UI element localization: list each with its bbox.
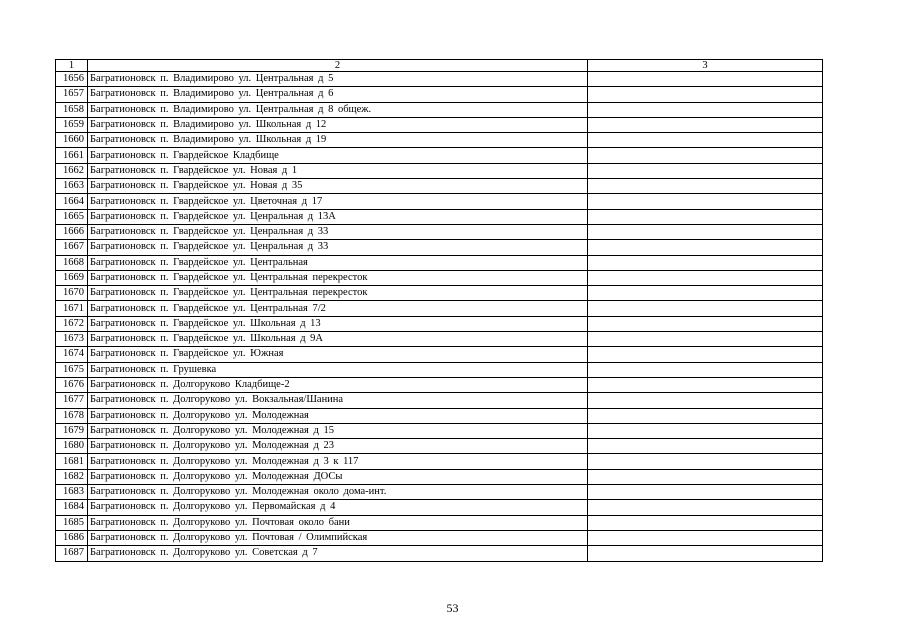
- table-row: [56, 270, 823, 285]
- address-cell: Багратионовск п. Владимирово ул. Центральная д 5: [88, 72, 588, 87]
- address-cell: Багратионовск п. Гвардейское ул. Южная: [88, 347, 588, 362]
- address-cell: Багратионовск п. Гвардейское Кладбище: [88, 148, 588, 163]
- table-row: [56, 301, 823, 316]
- table-row: [56, 408, 823, 423]
- row-number-cell: 1684: [56, 500, 88, 515]
- column-3-cell: [588, 515, 823, 530]
- column-3-cell: [588, 469, 823, 484]
- address-cell: Багратионовск п. Долгоруково ул. Молодежная д 15: [88, 423, 588, 438]
- table-body: [56, 72, 823, 562]
- address-cell: Багратионовск п. Долгоруково ул. Молодежная ДОСы: [88, 469, 588, 484]
- table-row: [56, 332, 823, 347]
- table-row: [56, 439, 823, 454]
- address-cell: Багратионовск п. Долгоруково ул. Молодежная: [88, 408, 588, 423]
- table-header: [56, 60, 823, 72]
- column-3-cell: [588, 72, 823, 87]
- column-3-cell: [588, 270, 823, 285]
- row-number-cell: 1662: [56, 163, 88, 178]
- row-number-cell: 1685: [56, 515, 88, 530]
- row-number-cell: 1673: [56, 332, 88, 347]
- column-3-cell: [588, 87, 823, 102]
- table-row: [56, 133, 823, 148]
- row-number-cell: 1687: [56, 546, 88, 561]
- table-row: [56, 454, 823, 469]
- column-3-cell: [588, 377, 823, 392]
- table-row: [56, 347, 823, 362]
- column-3-cell: [588, 301, 823, 316]
- address-cell: Багратионовск п. Долгоруково ул. Молодежная д 3 к 117: [88, 454, 588, 469]
- address-cell: Багратионовск п. Долгоруково ул. Первомайская д 4: [88, 500, 588, 515]
- column-3-cell: [588, 316, 823, 331]
- column-3-cell: [588, 423, 823, 438]
- column-3-cell: [588, 408, 823, 423]
- row-number-cell: 1679: [56, 423, 88, 438]
- column-3-cell: [588, 393, 823, 408]
- column-3-cell: [588, 485, 823, 500]
- address-cell: Багратионовск п. Владимирово ул. Школьная д 19: [88, 133, 588, 148]
- row-number-cell: 1681: [56, 454, 88, 469]
- row-number-cell: 1671: [56, 301, 88, 316]
- address-cell: Багратионовск п. Гвардейское ул. Центральная: [88, 255, 588, 270]
- row-number-cell: 1660: [56, 133, 88, 148]
- address-cell: Багратионовск п. Гвардейское ул. Центральная перекресток: [88, 270, 588, 285]
- column-3-cell: [588, 133, 823, 148]
- address-cell: Багратионовск п. Гвардейское ул. Новая д 1: [88, 163, 588, 178]
- row-number-cell: 1663: [56, 179, 88, 194]
- table-row: [56, 240, 823, 255]
- table-row: [56, 179, 823, 194]
- row-number-cell: 1657: [56, 87, 88, 102]
- address-cell: Багратионовск п. Владимирово ул. Центральная д 6: [88, 87, 588, 102]
- column-3-cell: [588, 332, 823, 347]
- table-row: [56, 209, 823, 224]
- page-number: 53: [446, 601, 459, 615]
- address-cell: Багратионовск п. Долгоруково Кладбище-2: [88, 377, 588, 392]
- address-cell: Багратионовск п. Долгоруково ул. Молодежная д 23: [88, 439, 588, 454]
- table-row: [56, 163, 823, 178]
- address-cell: Багратионовск п. Долгоруково ул. Молодежная около дома-инт.: [88, 485, 588, 500]
- row-number-cell: 1669: [56, 270, 88, 285]
- table-row: [56, 148, 823, 163]
- column-3-cell: [588, 546, 823, 561]
- table-row: [56, 316, 823, 331]
- table-row: [56, 485, 823, 500]
- row-number-cell: 1680: [56, 439, 88, 454]
- row-number-cell: 1678: [56, 408, 88, 423]
- address-cell: Багратионовск п. Гвардейское ул. Центральная 7/2: [88, 301, 588, 316]
- address-cell: Багратионовск п. Гвардейское ул. Школьная д 13: [88, 316, 588, 331]
- address-cell: Багратионовск п. Гвардейское ул. Ценральная д 13А: [88, 209, 588, 224]
- table-row: [56, 286, 823, 301]
- table-row: [56, 102, 823, 117]
- row-number-cell: 1664: [56, 194, 88, 209]
- row-number-cell: 1676: [56, 377, 88, 392]
- column-3-cell: [588, 148, 823, 163]
- column-3-cell: [588, 163, 823, 178]
- table-row: [56, 377, 823, 392]
- address-cell: Багратионовск п. Гвардейское ул. Цветочная д 17: [88, 194, 588, 209]
- column-3-cell: [588, 194, 823, 209]
- row-number-cell: 1682: [56, 469, 88, 484]
- row-number-cell: 1656: [56, 72, 88, 87]
- address-cell: Багратионовск п. Гвардейское ул. Школьная д 9А: [88, 332, 588, 347]
- table-row: [56, 469, 823, 484]
- address-cell: Багратионовск п. Долгоруково ул. Почтовая около бани: [88, 515, 588, 530]
- column-3-cell: [588, 454, 823, 469]
- table-row: [56, 87, 823, 102]
- row-number-cell: 1658: [56, 102, 88, 117]
- address-cell: Багратионовск п. Владимирово ул. Центральная д 8 общеж.: [88, 102, 588, 117]
- table-row: [56, 530, 823, 545]
- column-3-cell: [588, 255, 823, 270]
- column-3-cell: [588, 224, 823, 239]
- address-table: [55, 59, 823, 562]
- table-row: [56, 362, 823, 377]
- address-cell: Багратионовск п. Гвардейское ул. Ценральная д 33: [88, 240, 588, 255]
- column-3-cell: [588, 347, 823, 362]
- column-3-cell: [588, 102, 823, 117]
- column-3-cell: [588, 286, 823, 301]
- row-number-cell: 1665: [56, 209, 88, 224]
- column-3-cell: [588, 179, 823, 194]
- row-number-cell: 1683: [56, 485, 88, 500]
- address-cell: Багратионовск п. Долгоруково ул. Почтовая / Олимпийская: [88, 530, 588, 545]
- address-cell: Багратионовск п. Гвардейское ул. Ценральная д 33: [88, 224, 588, 239]
- header-col-2: 2: [88, 60, 588, 72]
- column-3-cell: [588, 117, 823, 132]
- address-cell: Багратионовск п. Владимирово ул. Школьная д 12: [88, 117, 588, 132]
- row-number-cell: 1675: [56, 362, 88, 377]
- header-col-3: 3: [588, 60, 823, 72]
- row-number-cell: 1661: [56, 148, 88, 163]
- row-number-cell: 1670: [56, 286, 88, 301]
- column-3-cell: [588, 439, 823, 454]
- column-3-cell: [588, 240, 823, 255]
- table-row: [56, 515, 823, 530]
- table-row: [56, 546, 823, 561]
- row-number-cell: 1677: [56, 393, 88, 408]
- column-3-cell: [588, 362, 823, 377]
- row-number-cell: 1666: [56, 224, 88, 239]
- table-row: [56, 393, 823, 408]
- address-cell: Багратионовск п. Грушевка: [88, 362, 588, 377]
- table-row: [56, 117, 823, 132]
- row-number-cell: 1659: [56, 117, 88, 132]
- column-3-cell: [588, 500, 823, 515]
- address-cell: Багратионовск п. Гвардейское ул. Центральная перекресток: [88, 286, 588, 301]
- table-row: [56, 72, 823, 87]
- table-row: [56, 194, 823, 209]
- table-row: [56, 423, 823, 438]
- row-number-cell: 1674: [56, 347, 88, 362]
- column-3-cell: [588, 530, 823, 545]
- table-row: [56, 255, 823, 270]
- header-row: [56, 60, 823, 72]
- header-col-1: 1: [56, 60, 88, 72]
- table-row: [56, 224, 823, 239]
- address-cell: Багратионовск п. Долгоруково ул. Вокзальная/Шанина: [88, 393, 588, 408]
- table-row: [56, 500, 823, 515]
- row-number-cell: 1686: [56, 530, 88, 545]
- address-cell: Багратионовск п. Гвардейское ул. Новая д 35: [88, 179, 588, 194]
- row-number-cell: 1668: [56, 255, 88, 270]
- row-number-cell: 1672: [56, 316, 88, 331]
- row-number-cell: 1667: [56, 240, 88, 255]
- address-cell: Багратионовск п. Долгоруково ул. Советская д 7: [88, 546, 588, 561]
- column-3-cell: [588, 209, 823, 224]
